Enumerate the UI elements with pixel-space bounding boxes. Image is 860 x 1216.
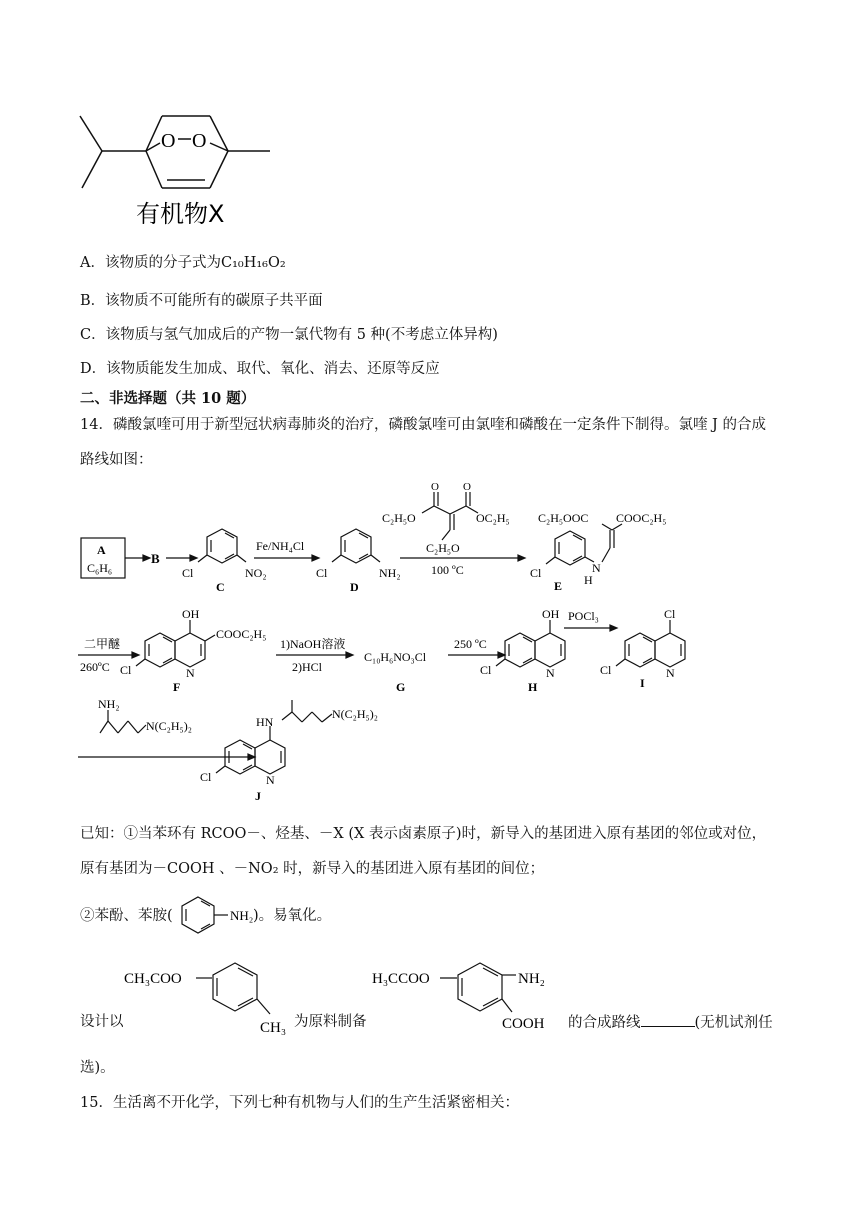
design-post-1: 的合成路线	[568, 1015, 641, 1031]
malonate-bottom: C₂H₅O	[426, 541, 460, 555]
known-3-pre: ②苯酚、苯胺(	[80, 908, 173, 924]
i-n: N	[666, 666, 675, 680]
known-3-post: )。易氧化。	[253, 908, 332, 924]
i-cl-top: Cl	[664, 607, 676, 621]
prod-nh2: NH₂	[518, 971, 545, 987]
option-b: B．该物质不可能所有的碳原子共平面	[80, 293, 323, 309]
e-h: H	[584, 573, 593, 587]
design-line2: 选)。	[80, 1060, 115, 1076]
cond-ef-bottom: 260ºC	[80, 660, 110, 674]
h-n: N	[546, 666, 555, 680]
answer-blank[interactable]	[641, 1012, 695, 1027]
formula-a: C₆H₆	[87, 561, 113, 575]
option-d: D．该物质能发生加成、取代、氧化、消去、还原等反应	[80, 361, 440, 377]
reagent-cd: Fe/NH₄Cl	[256, 539, 305, 553]
molx-caption: 有机物X	[136, 200, 225, 228]
j-hn: HN	[256, 715, 274, 729]
j-n: N	[266, 773, 275, 787]
target-product-structure	[368, 948, 568, 1038]
q14-line2: 路线如图：	[80, 452, 153, 468]
malonate-left: C₂H₅O	[382, 511, 416, 525]
f-cl: Cl	[120, 663, 132, 677]
design-pre: 设计以	[80, 1014, 124, 1030]
d-nh2: NH₂	[379, 566, 401, 580]
design-post-2: (无机试剂任	[694, 1015, 773, 1031]
label-j: J	[255, 789, 261, 803]
label-f: F	[173, 680, 181, 694]
f-ester: COOC₂H₅	[216, 627, 267, 641]
q15-line1: 15．生活离不开化学，下列七种有机物与人们的生产生活紧密相关：	[80, 1095, 519, 1111]
label-c: C	[216, 580, 225, 594]
molx-o2: O	[192, 130, 207, 152]
h-cl: Cl	[480, 663, 492, 677]
option-a-formula: C₁₀H₁₆O₂	[220, 255, 286, 271]
section-heading: 二、非选择题（共 10 题）	[80, 390, 256, 407]
option-a-letter: A．	[80, 255, 105, 271]
reagent-hi: POCl₃	[568, 609, 599, 623]
design-post	[568, 1012, 773, 1033]
known-2: 原有基团为－COOH 、－NO₂ 时，新导入的基团进入原有基团的间位；	[80, 861, 545, 877]
c-cl: Cl	[182, 566, 194, 580]
cond-ef-top: 二甲醚	[84, 637, 121, 651]
synthesis-scheme	[70, 478, 790, 810]
option-a-text: 该物质的分子式为	[104, 255, 221, 271]
option-a	[80, 253, 286, 273]
molecule-x-structure	[70, 108, 290, 233]
g-formula: C₁₀H₆NO₃Cl	[364, 650, 427, 664]
label-a: A	[97, 543, 106, 557]
amine-n: N(C₂H₅)₂	[146, 719, 192, 733]
malonate-o2: O	[463, 481, 471, 493]
design-mid: 为原料制备	[294, 1014, 367, 1030]
j-cl: Cl	[200, 770, 212, 784]
d-cl: Cl	[316, 566, 328, 580]
known-1: 已知：①当苯环有 RCOO－、烃基、－X (X 表示卤素原子)时，新导入的基团进入原有基团的邻位或对位，	[80, 826, 767, 842]
label-g: G	[396, 680, 406, 694]
e-left: C₂H₅OOC	[538, 511, 589, 525]
starting-material-structure	[120, 948, 290, 1048]
label-b: B	[151, 551, 160, 566]
label-d: D	[350, 580, 359, 594]
option-c: C．该物质与氢气加成后的产物一氯代物有 5 种(不考虑立体异构)	[80, 327, 498, 343]
e-right: COOC₂H₅	[616, 511, 667, 525]
cond-gh: 250 ºC	[454, 637, 487, 651]
f-oh: OH	[182, 607, 200, 621]
q14-line1: 14．磷酸氯喹可用于新型冠状病毒肺炎的治疗，磷酸氯喹可由氯喹和磷酸在一定条件下制得。氯喹 J 的合成	[80, 417, 766, 433]
i-cl: Cl	[600, 663, 612, 677]
label-e: E	[554, 579, 563, 593]
h-oh: OH	[542, 607, 560, 621]
label-i: I	[640, 676, 645, 690]
prod-cooh: COOH	[502, 1016, 545, 1032]
j-n-side: N(C₂H₅)₂	[332, 707, 378, 721]
start-ch3: CH₃	[260, 1020, 287, 1036]
amine-nh2: NH₂	[98, 697, 120, 711]
label-h: H	[528, 680, 538, 694]
reagent-fg-1: 1)NaOH溶液	[280, 637, 346, 651]
malonate-o1: O	[431, 481, 439, 493]
e-n: N	[592, 561, 601, 575]
c-no2: NO₂	[245, 566, 267, 580]
prod-ester: H₃CCOO	[372, 971, 430, 987]
f-n: N	[186, 666, 195, 680]
start-ester: CH₃COO	[124, 971, 182, 987]
e-cl: Cl	[530, 566, 542, 580]
cond-de: 100 ºC	[431, 563, 464, 577]
aniline-nh2: NH₂	[230, 908, 254, 923]
molx-o1: O	[161, 130, 176, 152]
malonate-right: OC₂H₅	[476, 511, 510, 525]
reagent-fg-2: 2)HCl	[292, 660, 322, 674]
